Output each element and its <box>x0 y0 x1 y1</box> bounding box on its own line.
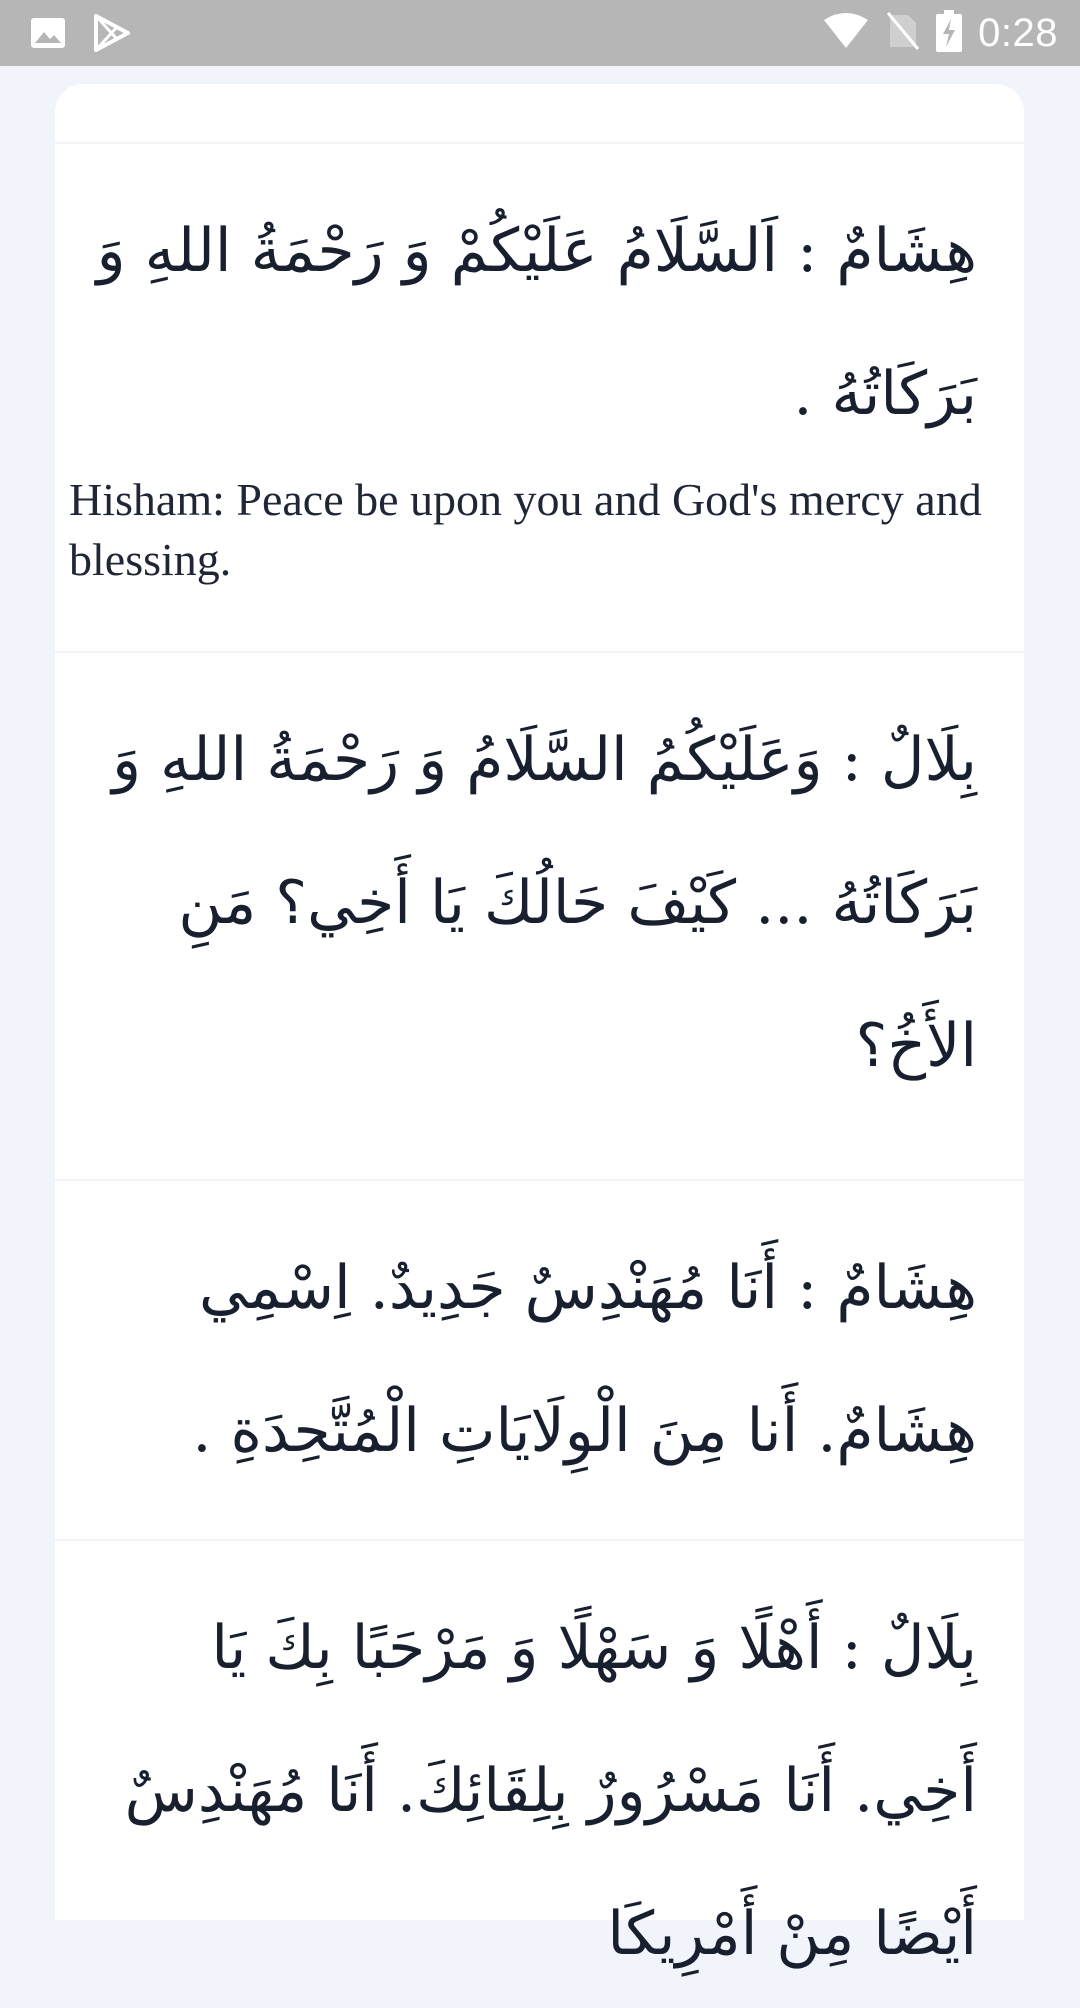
no-sim-icon <box>886 11 920 55</box>
dialogue-entry[interactable] <box>55 1181 1024 1541</box>
status-bar-system <box>822 0 1058 66</box>
arabic-text: بِلَالٌ : أَهْلًا وَ سَهْلًا وَ مَرْحَبًا بِكَ يَا أَخِي. أَنَا مَسْرُورٌ بِلِقَائِكَ. أَنَا مُهَنْدِسٌ أَيْضًا مِنْ أَمْرِيكَا <box>124 1613 977 1969</box>
dialogue-entry[interactable] <box>55 144 1024 653</box>
english-translation: Hisham: Peace be upon you and God's mercy and blessing. <box>69 474 982 585</box>
wifi-icon <box>822 12 870 54</box>
arabic-text: هِشَامٌ : اَلسَّلَامُ عَلَيْكُمْ وَ رَحْمَةُ اللهِ وَ بَرَكَاتُهُ . <box>96 216 977 429</box>
status-bar <box>0 0 1080 66</box>
dialogue-entry[interactable] <box>55 653 1024 1181</box>
dialogue-card <box>55 84 1024 1969</box>
battery-charging-icon <box>936 10 962 56</box>
status-time: 0:28 <box>978 10 1058 55</box>
dialogue-entry[interactable] <box>55 1541 1024 2008</box>
card-header <box>55 84 1024 144</box>
arabic-text: هِشَامٌ : أَنَا مُهَنْدِسٌ جَدِيدٌ. اِسْمِي هِشَامٌ. أَنا مِنَ الْوِلَايَاتِ الْمُتَّحِدَةِ . <box>192 1253 977 1466</box>
image-icon <box>30 15 66 55</box>
play-store-icon <box>94 14 130 56</box>
status-bar-notifications <box>30 14 130 56</box>
arabic-text: بِلَالٌ : وَعَلَيْكُمُ السَّلَامُ وَ رَحْمَةُ اللهِ وَ بَرَكَاتُهُ ... كَيْفَ حَالُكَ يَا أَخِي؟ مَنِ الأَخُ؟ <box>112 725 977 1081</box>
